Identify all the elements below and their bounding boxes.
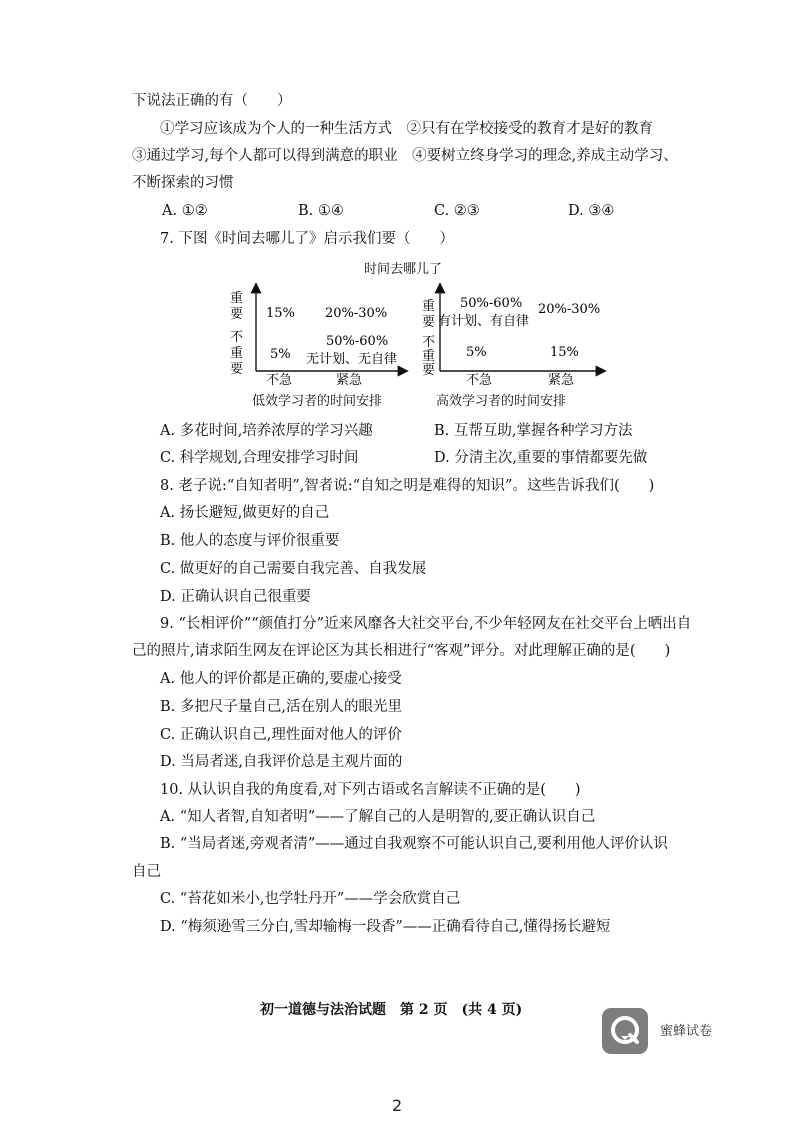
q7-option-b: B. 互帮互助,掌握各种学习方法 (434, 423, 633, 439)
right-panel-caption: 高效学习者的时间安排 (436, 394, 567, 409)
q8-option-a: A. 扬长避短,做更好的自己 (160, 505, 330, 521)
q7-option-a: A. 多花时间,培养浓厚的学习兴趣 (160, 423, 373, 439)
brand-logo (602, 1008, 648, 1054)
q6-option-c: C. ②③ (434, 203, 480, 219)
q6-stem-tail: 下说法正确的有（ ） (132, 93, 292, 109)
q6-option-d: D. ③④ (568, 203, 615, 219)
q7-stem: 7. 下图《时间去哪儿了》启示我们要（ ） (160, 231, 454, 247)
q10-stem: 10. 从认识自我的角度看,对下列古语或名言解读不正确的是( ) (160, 782, 581, 798)
q10-option-b-line1: B. “当局者迷,旁观者清”——通过自我观察不可能认识自己,要利用他人评价认识 (160, 836, 668, 852)
left-cell-important-urgent: 20%-30% (325, 306, 388, 321)
chart-title: 时间去哪儿了 (364, 262, 443, 277)
q10-option-d: D. “梅须逊雪三分白,雪却输梅一段香”——正确看待自己,懂得扬长避短 (160, 919, 611, 935)
q8-option-d: D. 正确认识自己很重要 (160, 589, 311, 605)
q10-option-a: A. “知人者智,自知者明”——了解自己的人是明智的,要正确认识自己 (160, 809, 596, 825)
q6-statement-4-cont: 不断探索的习惯 (132, 175, 234, 191)
q8-option-c: C. 做更好的自己需要自我完善、自我发展 (160, 561, 427, 577)
left-y-label-important-1: 重 (230, 291, 244, 306)
left-y-label-important-2: 要 (230, 307, 244, 322)
left-cell-unimportant-not-urgent: 5% (270, 347, 291, 362)
page-number: 2 (392, 1096, 403, 1115)
right-x-label-not-urgent: 不急 (466, 373, 493, 388)
left-panel-caption: 低效学习者的时间安排 (252, 394, 383, 409)
q9-option-c: C. 正确认识自己,理性面对他人的评价 (160, 727, 402, 743)
left-y-label-unimportant-1: 不 (230, 330, 244, 345)
right-cell-important-urgent: 20%-30% (538, 302, 601, 317)
right-y-label-important-1: 重 (422, 299, 436, 314)
right-cell-unimportant-urgent: 15% (550, 345, 579, 360)
exam-footer-title: 初一道德与法治试题 第 2 页 (共 4 页) (260, 1002, 523, 1018)
right-y-label-important-2: 要 (422, 315, 436, 330)
right-y-label-unimportant-3: 要 (422, 363, 436, 378)
q7-option-d: D. 分清主次,重要的事情都要先做 (434, 450, 648, 466)
q9-option-b: B. 多把尺子量自己,活在别人的眼光里 (160, 699, 402, 715)
left-cell-unimportant-urgent: 50%-60% (326, 334, 389, 349)
q9-option-a: A. 他人的评价都是正确的,要虚心接受 (160, 671, 402, 687)
brand-q-icon (602, 1008, 648, 1054)
q8-stem: 8. 老子说:“自知者明”,智者说:“自知之明是难得的知识”。这些告诉我们( ) (160, 478, 655, 494)
q9-stem-line2: 己的照片,请求陌生网友在评论区为其长相进行“客观”评分。对此理解正确的是( ) (132, 643, 671, 659)
left-x-label-not-urgent: 不急 (266, 373, 293, 388)
q6-statement-1-2: ①学习应该成为个人的一种生活方式 ②只有在学校接受的教育才是好的教育 (160, 121, 653, 137)
left-cell-important-not-urgent: 15% (266, 306, 295, 321)
q6-option-b: B. ①④ (298, 203, 344, 219)
right-cell-important-not-urgent-note: 有计划、有自律 (438, 314, 530, 329)
q10-option-b-line2: 自己 (132, 864, 161, 880)
q6-statement-3-4: ③通过学习,每个人都可以得到满意的职业 ④要树立终身学习的理念,养成主动学习、 (132, 148, 678, 164)
q9-option-d: D. 当局者迷,自我评价总是主观片面的 (160, 754, 403, 770)
q8-option-b: B. 他人的态度与评价很重要 (160, 533, 340, 549)
left-y-label-unimportant-3: 要 (230, 362, 244, 377)
brand-name: 蜜蜂试卷 (660, 1024, 713, 1039)
left-y-label-unimportant-2: 重 (230, 346, 244, 361)
q10-option-c: C. “苔花如米小,也学牡丹开”——学会欣赏自己 (160, 891, 461, 907)
q9-stem-line1: 9. “长相评价”“颜值打分”近来风靡各大社交平台,不少年轻网友在社交平台上晒出自 (160, 616, 692, 632)
left-cell-unimportant-urgent-note: 无计划、无自律 (306, 352, 398, 367)
left-x-label-urgent: 紧急 (336, 373, 363, 388)
q7-option-c: C. 科学规划,合理安排学习时间 (160, 450, 359, 466)
right-cell-important-not-urgent: 50%-60% (460, 296, 523, 311)
right-x-label-urgent: 紧急 (548, 373, 575, 388)
right-y-label-unimportant-2: 重 (422, 349, 436, 364)
right-y-label-unimportant-1: 不 (422, 335, 436, 350)
right-cell-unimportant-not-urgent: 5% (466, 345, 487, 360)
q6-option-a: A. ①② (162, 203, 208, 219)
